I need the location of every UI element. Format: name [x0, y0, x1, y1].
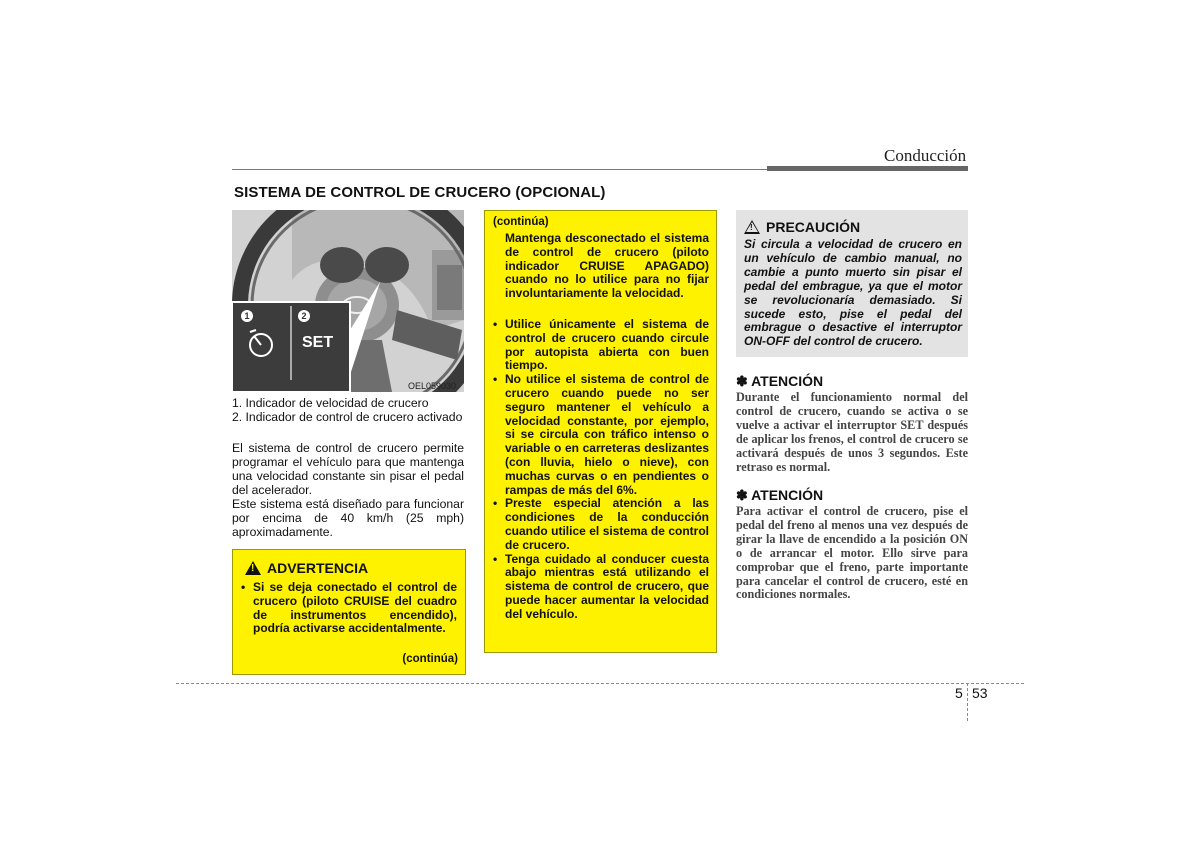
warning-icon [245, 561, 261, 575]
notice-title-1: ✽ ATENCIÓN [736, 373, 824, 389]
continuation-list [491, 318, 709, 622]
caution-title-text: PRECAUCIÓN [766, 219, 861, 235]
warning-item: • Si se deja conectado el control de crucero (piloto CRUISE del cuadro de instrumentos encendido), podría activarse accidentalmente. [239, 581, 457, 636]
warning-title-text: ADVERTENCIA [267, 560, 369, 576]
page-number: 53 [972, 685, 988, 701]
figure-code: OEL059030 [408, 381, 457, 391]
steering-wheel-drawing [232, 210, 464, 392]
notice-title-2: ✽ ATENCIÓN [736, 487, 824, 503]
caption-1: 1. Indicador de velocidad de crucero [232, 396, 429, 410]
page-heading: SISTEMA DE CONTROL DE CRUCERO (OPCIONAL) [234, 184, 606, 201]
caption-2: 2. Indicador de control de crucero activado [232, 410, 463, 424]
warning-continuation-box [484, 210, 717, 653]
continuation-paragraph: Mantenga desconectado el sistema de control de crucero (piloto indicador CRUISE APAGADO) cuando no lo utilice para no fijar involuntariamente la velocidad. [505, 231, 709, 301]
continuation-item: • Utilice únicamente el sistema de control de crucero cuando circule por autopista abierta con buen tiempo. [491, 318, 709, 373]
footer-divider [967, 683, 968, 721]
continuation-item: • Preste especial atención a las condiciones de la conducción cuando utilice el sistema de control de crucero. [491, 497, 709, 552]
continuation-item: • Tenga cuidado al conducer cuesta abajo mientras está utilizando el sistema de control de crucero, que puede hacer aumentar la velocidad del vehículo. [491, 553, 709, 622]
caution-title [744, 219, 860, 235]
section-number: 5 [955, 685, 963, 701]
warning-box [232, 549, 466, 675]
intro-text [232, 441, 464, 539]
notice-text-2: Para activar el control de crucero, pise el pedal del freno al menos una vez después de girar la llave de encendido a la posición ON o de arrancar el motor. Ello sirve para comprobar que el freno, parte importante para cancelar el control de crucero, esté en condiciones normales. [736, 504, 968, 602]
footer-rule [176, 683, 1024, 684]
warning-continued: (continúa) [402, 653, 458, 665]
figure-captions [232, 396, 472, 424]
set-label: SET [302, 334, 334, 351]
intro-paragraph-2: Este sistema está diseñado para funcionar por encima de 40 km/h (25 mph) aproximadamente. [232, 497, 464, 539]
notice-text-1: Durante el funcionamiento normal del control de crucero, cuando se activa o se vuelve a activar el interruptor SET después de aplicar los frenos, el control de crucero se activará después de unos 3 segundos. Este retraso es normal. [736, 390, 968, 474]
caution-icon [744, 220, 760, 234]
warning-title [245, 560, 368, 576]
section-title: Conducción [884, 146, 967, 165]
intro-paragraph-1: El sistema de control de crucero permite programar el vehículo para que mantenga una velocidad constante sin pisar el pedal del acelerador. [232, 441, 464, 497]
continuation-heading: (continúa) [493, 216, 549, 228]
marker-2: 2 [298, 310, 310, 322]
steering-wheel-illustration [232, 210, 464, 392]
caution-box [736, 210, 968, 357]
caution-text: Si circula a velocidad de crucero en un vehículo de cambio manual, no cambie a punto muerto sin pisar el pedal del embrague, ya que el motor se revolucionaría demasiado. Si sucede esto, pise el pedal del embrague o desactive el interruptor ON-OFF del control de crucero. [744, 237, 962, 349]
marker-1: 1 [241, 310, 253, 322]
header-rule [232, 169, 767, 170]
continuation-item: • No utilice el sistema de control de crucero cuando puede no ser seguro mantener el vehículo a velocidad constante, por ejemplo, si se circula con tráfico intenso o variable o en carreteras deslizantes (con lluvia, hielo o nieve), con muchas curvas o en pendientes o rampas de más del 6%. [491, 373, 709, 497]
warning-list [239, 581, 457, 636]
header-rule-accent [767, 166, 968, 171]
